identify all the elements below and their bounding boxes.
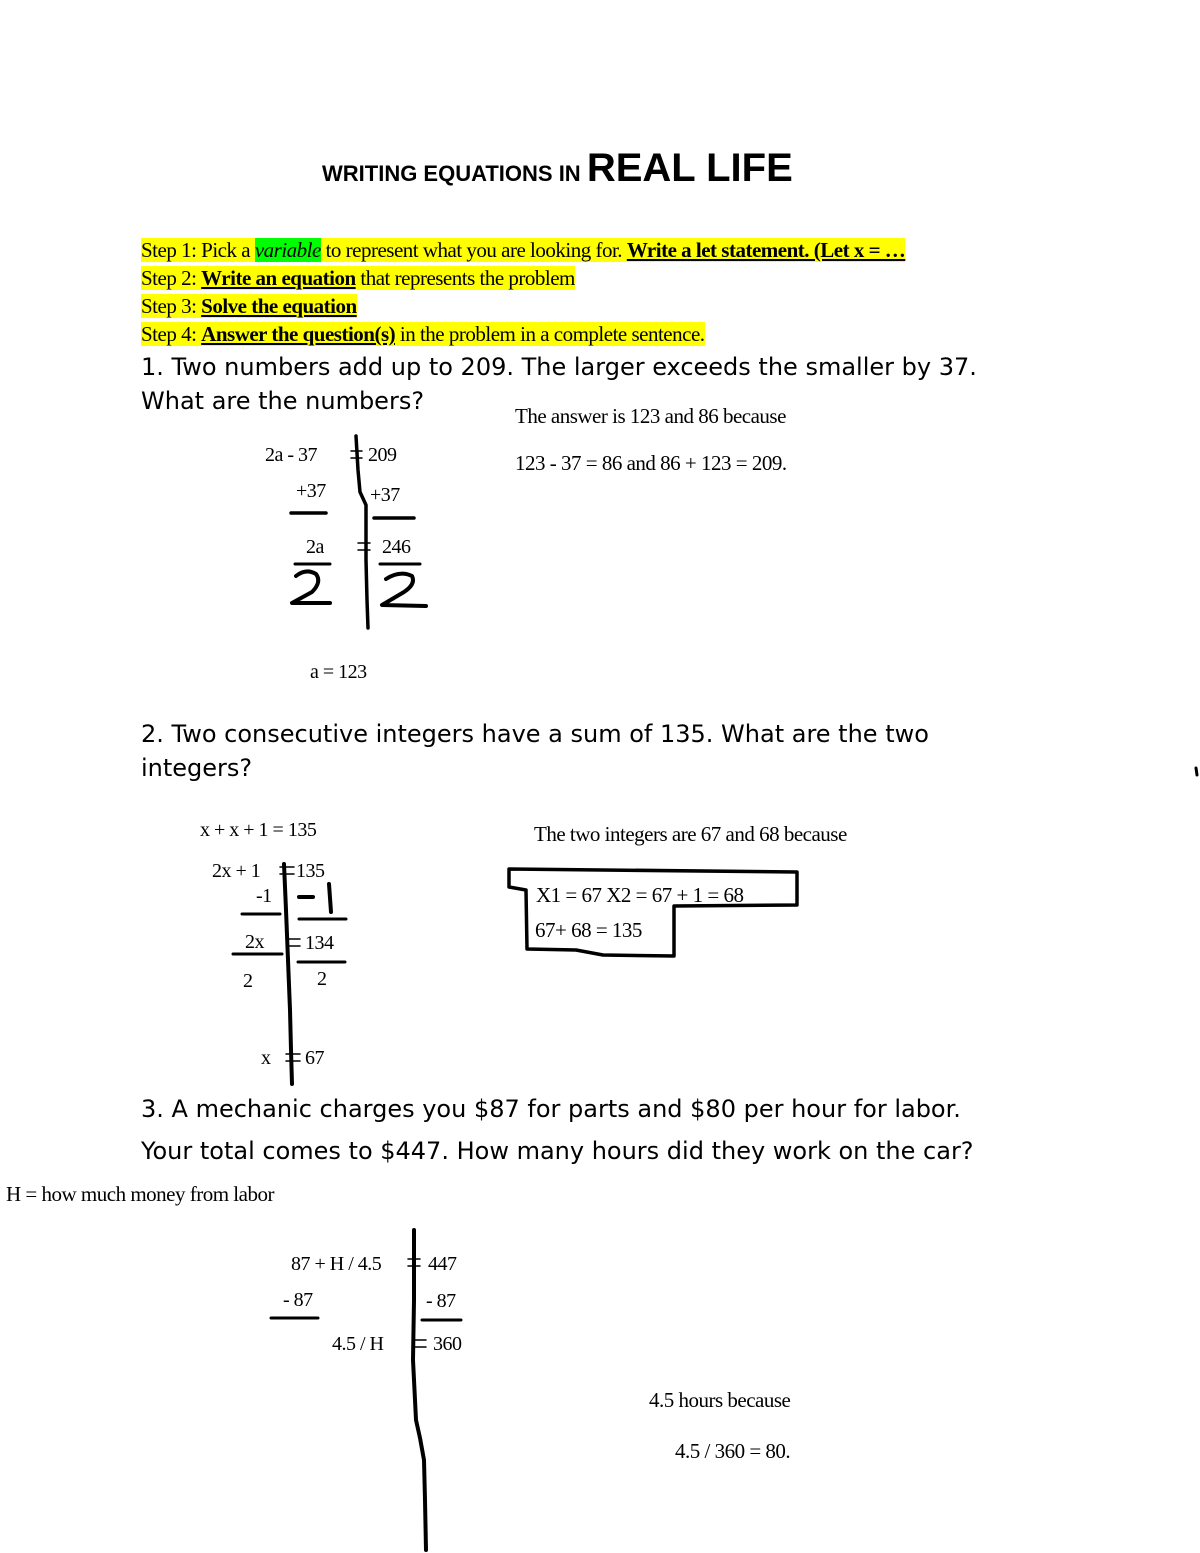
step-4-bold: Answer the question(s) <box>201 322 396 346</box>
p3-eq-left: 87 + H / 4.5 <box>291 1253 382 1275</box>
problem-3-answer-1: 4.5 hours because <box>649 1388 791 1412</box>
p3-divider-line <box>413 1230 426 1550</box>
problem-1-answer-1: The answer is 123 and 86 because <box>515 404 786 428</box>
p2-eq-left: 2x + 1 <box>212 860 261 882</box>
p3-sub-left: - 87 <box>283 1289 313 1311</box>
p3-res-left: 4.5 / H <box>332 1333 384 1355</box>
p2-equals-mark-1 <box>280 867 294 874</box>
p1-add-right: +37 <box>370 484 400 506</box>
step-1-middle: to represent what you are looking for. <box>320 238 627 262</box>
p1-eq-right: 209 <box>368 444 397 466</box>
p1-res-right: 246 <box>382 536 411 558</box>
problem-2-line-2: integers? <box>141 754 253 782</box>
problem-1-line-2: What are the numbers? <box>141 387 425 415</box>
p1-add-left: +37 <box>296 480 326 502</box>
step-4-prefix: Step 4: <box>141 322 202 346</box>
problem-1-line-1: 1. Two numbers add up to 209. The larger exceeds the smaller by 37. <box>141 353 977 381</box>
p3-equals-mark-2 <box>414 1340 426 1347</box>
problem-2-answer-1: The two integers are 67 and 68 because <box>534 822 847 846</box>
problem-3-line-1: 3. A mechanic charges you $87 for parts and $80 per hour for labor. <box>141 1095 961 1123</box>
title-part-2: REAL LIFE <box>586 146 793 190</box>
step-1-prefix: Step 1: Pick a <box>141 238 255 262</box>
p2-result-left: x <box>261 1047 271 1069</box>
p2-res-right: 134 <box>305 932 334 954</box>
p2-setup: x + x + 1 = 135 <box>200 819 317 841</box>
p1-divider-line <box>356 436 368 628</box>
problem-2-answer-3: 67+ 68 = 135 <box>535 918 642 942</box>
step-1-bold: Write a let statement. (Let x = … <box>626 238 906 262</box>
p2-answer-box <box>509 869 797 956</box>
problem-2-answer-2: X1 = 67 X2 = 67 + 1 = 68 <box>536 883 744 907</box>
step-2-prefix: Step 2: <box>141 266 202 290</box>
problem-2-line-1: 2. Two consecutive integers have a sum of 135. What are the two <box>141 720 929 748</box>
problem-1-answer-2: 123 - 37 = 86 and 86 + 123 = 209. <box>515 451 787 475</box>
step-2-bold: Write an equation <box>201 266 356 290</box>
p2-minus-one <box>299 884 331 912</box>
p2-divider-line <box>284 864 292 1084</box>
p1-result: a = 123 <box>310 661 367 683</box>
p1-eq-left: 2a - 37 <box>265 444 318 466</box>
p2-eq-right: 135 <box>296 860 325 882</box>
p2-res-left: 2x <box>245 931 264 953</box>
problem-3-let-statement: H = how much money from labor <box>6 1182 274 1206</box>
step-4-suffix: in the problem in a complete sentence. <box>395 322 705 346</box>
p1-handwritten-two-right <box>382 574 426 606</box>
p2-sub-left: -1 <box>256 885 272 907</box>
p2-result-right: 67 <box>305 1047 324 1069</box>
step-3-prefix: Step 3: <box>141 294 202 318</box>
p2-div-left: 2 <box>243 970 253 992</box>
step-2-suffix: that represents the problem <box>355 266 575 290</box>
p3-res-right: 360 <box>433 1333 462 1355</box>
problem-3-line-2: Your total comes to $447. How many hours did they work on the car? <box>141 1137 974 1165</box>
p2-div-right: 2 <box>317 968 327 990</box>
step-1-variable: variable <box>254 238 321 262</box>
p1-equals-mark-2 <box>358 543 370 550</box>
stray-mark <box>1196 768 1197 775</box>
title-part-1: WRITING EQUATIONS IN <box>322 161 587 186</box>
p3-sub-right: - 87 <box>426 1290 456 1312</box>
p3-eq-right: 447 <box>428 1253 457 1275</box>
problem-3-answer-2: 4.5 / 360 = 80. <box>675 1439 791 1463</box>
step-3-bold: Solve the equation <box>201 294 357 318</box>
p1-res-left: 2a <box>306 536 324 558</box>
p1-handwritten-two-left <box>292 571 330 603</box>
